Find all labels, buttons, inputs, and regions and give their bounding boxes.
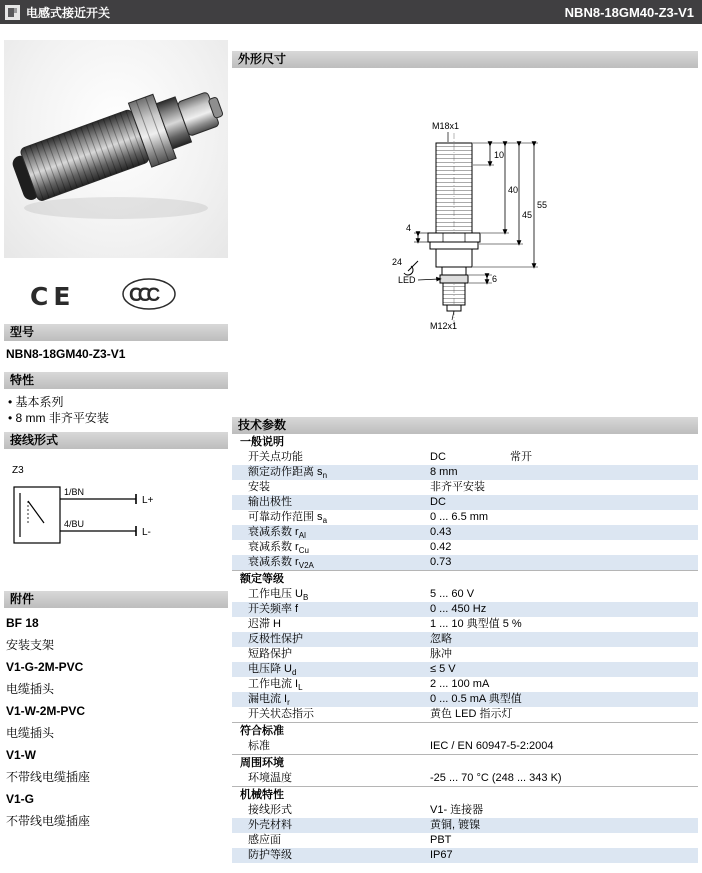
spec-value: 2 ... 100 mA <box>430 678 490 690</box>
spec-label: 标准 <box>248 740 270 752</box>
spec-label: 反极性保护 <box>248 633 303 645</box>
spec-label: 衰减系数 $r_{Cu}$ <box>248 541 309 556</box>
spec-label: 感应面 <box>248 834 281 846</box>
spec-row <box>232 662 698 677</box>
accessory-description: 电缆插头 <box>6 682 55 696</box>
spec-label: 输出极性 <box>248 496 292 508</box>
wire2-label: 4/BU <box>64 519 85 529</box>
spec-label: 防护等级 <box>248 849 292 861</box>
spec-value: 0 ... 0.5 mA 典型值 <box>430 693 522 705</box>
spec-value: 5 ... 60 V <box>430 588 475 600</box>
certification-marks <box>4 276 228 316</box>
spec-row <box>232 540 698 555</box>
product-photo-image <box>4 40 228 258</box>
feature-item: • 基本系列 <box>8 394 228 410</box>
dimension-drawing <box>232 68 698 417</box>
accessory-name: V1-G <box>6 792 35 806</box>
spec-row <box>232 677 698 692</box>
dim-45-label: 45 <box>522 209 533 220</box>
model-section-heading: 型号 <box>4 324 228 341</box>
sensor-brand-icon <box>5 5 20 20</box>
spec-row <box>232 803 698 818</box>
spec-value: PBT <box>430 834 452 846</box>
top-header-bar <box>0 0 702 24</box>
accessory-name: V1-W-2M-PVC <box>6 704 86 718</box>
spec-row <box>232 771 698 786</box>
spec-label: 电压降 $U_d$ <box>248 663 297 678</box>
spec-row <box>232 692 698 707</box>
spec-value-secondary: 常开 <box>510 451 532 463</box>
accessory-description: 安装支架 <box>6 638 55 652</box>
spec-value: 脉冲 <box>430 648 452 660</box>
dimensions-section-heading: 外形尺寸 <box>232 51 698 68</box>
accessory-description: 不带线电缆插座 <box>6 814 91 828</box>
specs-table <box>232 434 698 863</box>
dim-24-label: 24 <box>392 256 403 267</box>
spec-row <box>232 480 698 495</box>
accessory-name: V1-G-2M-PVC <box>6 660 84 674</box>
spec-row <box>232 602 698 617</box>
spec-value: 8 mm <box>430 466 458 478</box>
spec-label: 可靠动作范围 $s_a$ <box>248 511 328 526</box>
accessory-description: 不带线电缆插座 <box>6 770 91 784</box>
model-number: NBN8-18GM40-Z3-V1 <box>6 347 126 361</box>
spec-label: 额定动作距离 $s_n$ <box>248 466 328 481</box>
spec-label: 外壳材料 <box>248 819 292 831</box>
accessories-list <box>4 608 228 832</box>
accessories-section-heading: 附件 <box>4 591 228 608</box>
product-model-title: NBN8-18GM40-Z3-V1 <box>564 4 694 20</box>
dim-55-label: 55 <box>537 199 548 210</box>
dim-40-label: 40 <box>508 184 519 195</box>
spec-value: 0 ... 6.5 mm <box>430 511 489 523</box>
spec-row <box>232 587 698 602</box>
spec-value: 0.73 <box>430 556 452 568</box>
specs-section-heading: 技术参数 <box>232 417 698 434</box>
product-category-title: 电感式接近开关 <box>26 5 111 20</box>
spec-row <box>232 495 698 510</box>
spec-row <box>232 465 698 480</box>
spec-row <box>232 555 698 570</box>
spec-section-title: 额定等级 <box>232 570 698 587</box>
dim-m18-label: M18x1 <box>432 120 460 131</box>
features-section-heading: 特性 <box>4 372 228 389</box>
spec-label: 接线形式 <box>248 804 292 816</box>
wire2-target-label: L- <box>142 527 151 538</box>
spec-row <box>232 833 698 848</box>
spec-label: 衰减系数 $r_{Al}$ <box>248 526 306 541</box>
spec-row <box>232 739 698 754</box>
spec-row <box>232 848 698 863</box>
spec-value: 0.43 <box>430 526 452 538</box>
spec-value: 非齐平安装 <box>430 481 485 493</box>
spec-row <box>232 525 698 540</box>
spec-value: V1- 连接器 <box>430 804 484 816</box>
ce-mark: CE <box>30 281 76 311</box>
ccc-mark-icon <box>121 277 177 316</box>
left-column <box>4 40 228 832</box>
spec-value: ≤ 5 V <box>430 663 456 675</box>
spec-value: 忽略 <box>430 633 452 645</box>
spec-value: 黄色 LED 指示灯 <box>430 708 513 720</box>
spec-section-title: 符合标准 <box>232 722 698 739</box>
spec-section-title: 一般说明 <box>240 436 284 448</box>
spec-label: 工作电流 $I_L$ <box>248 678 303 693</box>
product-photo <box>4 40 228 258</box>
accessory-name: BF 18 <box>6 616 39 630</box>
spec-label: 短路保护 <box>248 648 292 660</box>
wire1-target-label: L+ <box>142 495 154 506</box>
wire1-label: 1/BN <box>64 487 85 497</box>
dim-6-label: 6 <box>492 273 498 284</box>
spec-value: 0 ... 450 Hz <box>430 603 487 615</box>
spec-row <box>232 617 698 632</box>
dim-10-label: 10 <box>494 149 505 160</box>
spec-row <box>232 632 698 647</box>
spec-value: DC <box>430 451 446 463</box>
spec-value: IP67 <box>430 849 453 861</box>
connection-section-heading: 接线形式 <box>4 432 228 449</box>
dim-m12-label: M12x1 <box>430 320 458 331</box>
spec-section-title: 周围环境 <box>232 754 698 771</box>
spec-value: -25 ... 70 °C (248 ... 343 K) <box>430 772 562 784</box>
spec-value: IEC / EN 60947-5-2:2004 <box>430 740 554 752</box>
spec-label: 环境温度 <box>248 772 292 784</box>
spec-row <box>232 450 698 465</box>
spec-label: 开关频率 f <box>248 603 299 615</box>
spec-row <box>232 510 698 525</box>
features-list <box>4 394 228 426</box>
led-label: LED <box>398 274 416 285</box>
spec-row <box>232 707 698 722</box>
spec-row <box>232 647 698 662</box>
feature-item: • 8 mm 非齐平安装 <box>8 410 228 426</box>
spec-label: 开关状态指示 <box>248 708 314 720</box>
spec-value: 1 ... 10 典型值 5 % <box>430 618 522 630</box>
spec-row <box>232 818 698 833</box>
spec-label: 开关点功能 <box>248 451 303 463</box>
spec-section-title: 机械特性 <box>232 786 698 803</box>
spec-label: 工作电压 $U_B$ <box>248 588 309 603</box>
accessory-name: V1-W <box>6 748 36 762</box>
wiring-diagram <box>4 449 228 589</box>
dim-4-label: 4 <box>406 222 412 233</box>
spec-label: 安装 <box>248 481 270 493</box>
accessory-description: 电缆插头 <box>6 726 55 740</box>
spec-label: 迟滞 H <box>248 618 281 630</box>
right-column <box>232 51 698 863</box>
wiring-diagram-code: Z3 <box>12 465 24 476</box>
spec-value: 黄铜, 镀镍 <box>430 819 481 831</box>
spec-label: 衰减系数 $r_{V2A}$ <box>248 556 314 571</box>
ccc-mark-text: CCC <box>129 284 156 306</box>
spec-label: 漏电流 $I_r$ <box>248 693 290 708</box>
spec-value: 0.42 <box>430 541 452 553</box>
spec-value: DC <box>430 496 446 508</box>
